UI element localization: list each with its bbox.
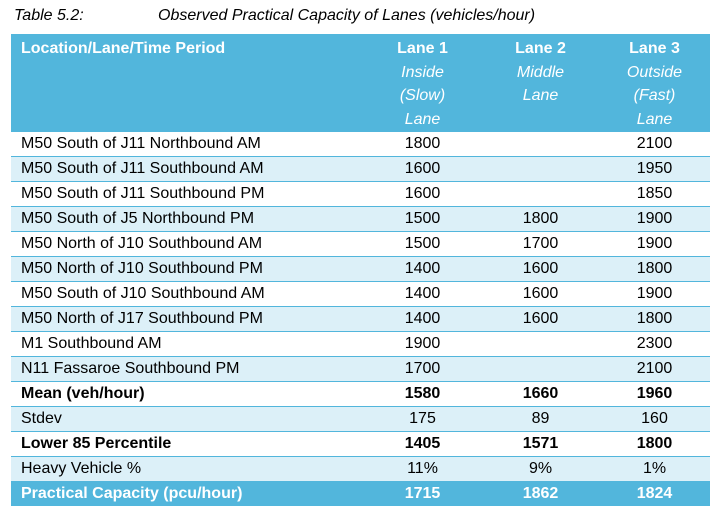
lane-1-value: 1400: [363, 307, 482, 332]
lane-3-value: 1900: [599, 207, 710, 232]
lane-2-value: 9%: [482, 457, 599, 482]
lane-3-value: 1824: [599, 482, 710, 507]
table-row: [11, 357, 710, 382]
header-lane-2-desc-1: Middle: [516, 63, 565, 81]
lane-3-value: 1960: [599, 382, 710, 407]
header-lane-1-desc-3: Lane: [404, 110, 441, 128]
header-lane-1-desc-2: (Slow): [399, 87, 446, 104]
lane-2-value: 1600: [482, 307, 599, 332]
lane-2-value: 1700: [482, 232, 599, 257]
table-number: Table 5.2:: [14, 7, 84, 24]
lane-1-value: 11%: [363, 457, 482, 482]
lane-1-value: 1800: [363, 132, 482, 157]
lane-3-value: 2300: [599, 332, 710, 357]
lane-3-value: 2100: [599, 132, 710, 157]
table-title: Observed Practical Capacity of Lanes (vehicles/hour): [158, 7, 536, 24]
row-label: N11 Fassaroe Southbound PM: [11, 357, 363, 382]
lane-2-value: [482, 132, 599, 157]
lane-1-value: 1715: [363, 482, 482, 507]
row-label: Stdev: [11, 407, 363, 432]
lane-3-value: 1800: [599, 257, 710, 282]
table-row: [11, 132, 710, 157]
lane-3-value: 1%: [599, 457, 710, 482]
lane-2-value: [482, 182, 599, 207]
header-lane-1-desc-1: Inside: [401, 63, 444, 81]
row-label: M50 North of J10 Southbound PM: [11, 257, 363, 282]
row-label: M50 North of J17 Southbound PM: [11, 307, 363, 332]
row-label: Practical Capacity (pcu/hour): [11, 482, 363, 507]
row-label: Heavy Vehicle %: [11, 457, 363, 482]
lane-1-value: 1600: [363, 182, 482, 207]
table-row: [11, 307, 710, 332]
row-label: M50 South of J10 Southbound AM: [11, 282, 363, 307]
lane-1-value: 1500: [363, 207, 482, 232]
table-header: [11, 34, 710, 132]
lane-1-value: 175: [363, 407, 482, 432]
table-row: [11, 332, 710, 357]
header-location: Location/Lane/Time Period: [11, 34, 363, 132]
lane-3-value: 160: [599, 407, 710, 432]
table-row: [11, 182, 710, 207]
lane-2-value: [482, 332, 599, 357]
header-lane-3: [599, 34, 710, 132]
header-lane-3-desc-3: Lane: [636, 110, 673, 128]
lane-2-value: [482, 357, 599, 382]
header-lane-3-desc-2: (Fast): [633, 87, 676, 104]
lane-2-value: 1800: [482, 207, 599, 232]
lane-2-value: 89: [482, 407, 599, 432]
lane-2-value: [482, 157, 599, 182]
lane-2-value: 1862: [482, 482, 599, 507]
header-row: [11, 34, 710, 132]
lane-2-value: 1600: [482, 257, 599, 282]
lane-2-value: 1600: [482, 282, 599, 307]
row-label: Lower 85 Percentile: [11, 432, 363, 457]
header-lane-3-name: Lane 3: [629, 40, 680, 57]
row-label: M50 South of J11 Northbound AM: [11, 132, 363, 157]
row-label: Mean (veh/hour): [11, 382, 363, 407]
header-lane-3-desc-1: Outside: [626, 63, 683, 81]
capacity-table: [11, 34, 710, 506]
lane-1-value: 1600: [363, 157, 482, 182]
header-lane-2: [482, 34, 599, 132]
lane-3-value: 1900: [599, 232, 710, 257]
lane-1-value: 1400: [363, 282, 482, 307]
lane-3-value: 1900: [599, 282, 710, 307]
lane-3-value: 1850: [599, 182, 710, 207]
practical-capacity-row: [11, 482, 710, 507]
header-lane-2-desc-2: Lane: [522, 87, 559, 104]
row-label: M50 North of J10 Southbound AM: [11, 232, 363, 257]
header-lane-2-name: Lane 2: [515, 40, 566, 57]
table-row: [11, 232, 710, 257]
row-label: M50 South of J5 Northbound PM: [11, 207, 363, 232]
lane-3-value: 1800: [599, 307, 710, 332]
lane-2-value: 1660: [482, 382, 599, 407]
table-body: [11, 132, 710, 507]
percentile-row: [11, 432, 710, 457]
lane-1-value: 1700: [363, 357, 482, 382]
lane-1-value: 1405: [363, 432, 482, 457]
mean-row: [11, 382, 710, 407]
lane-3-value: 2100: [599, 357, 710, 382]
row-label: M50 South of J11 Southbound PM: [11, 182, 363, 207]
lane-1-value: 1400: [363, 257, 482, 282]
table-row: [11, 207, 710, 232]
stdev-row: [11, 407, 710, 432]
table-row: [11, 157, 710, 182]
heavy-vehicle-row: [11, 457, 710, 482]
header-lane-1: [363, 34, 482, 132]
header-lane-1-name: Lane 1: [397, 40, 448, 57]
lane-3-value: 1950: [599, 157, 710, 182]
row-label: M50 South of J11 Southbound AM: [11, 157, 363, 182]
lane-2-value: 1571: [482, 432, 599, 457]
lane-1-value: 1500: [363, 232, 482, 257]
table-row: [11, 257, 710, 282]
table-row: [11, 282, 710, 307]
lane-1-value: 1580: [363, 382, 482, 407]
lane-3-value: 1800: [599, 432, 710, 457]
row-label: M1 Southbound AM: [11, 332, 363, 357]
lane-1-value: 1900: [363, 332, 482, 357]
